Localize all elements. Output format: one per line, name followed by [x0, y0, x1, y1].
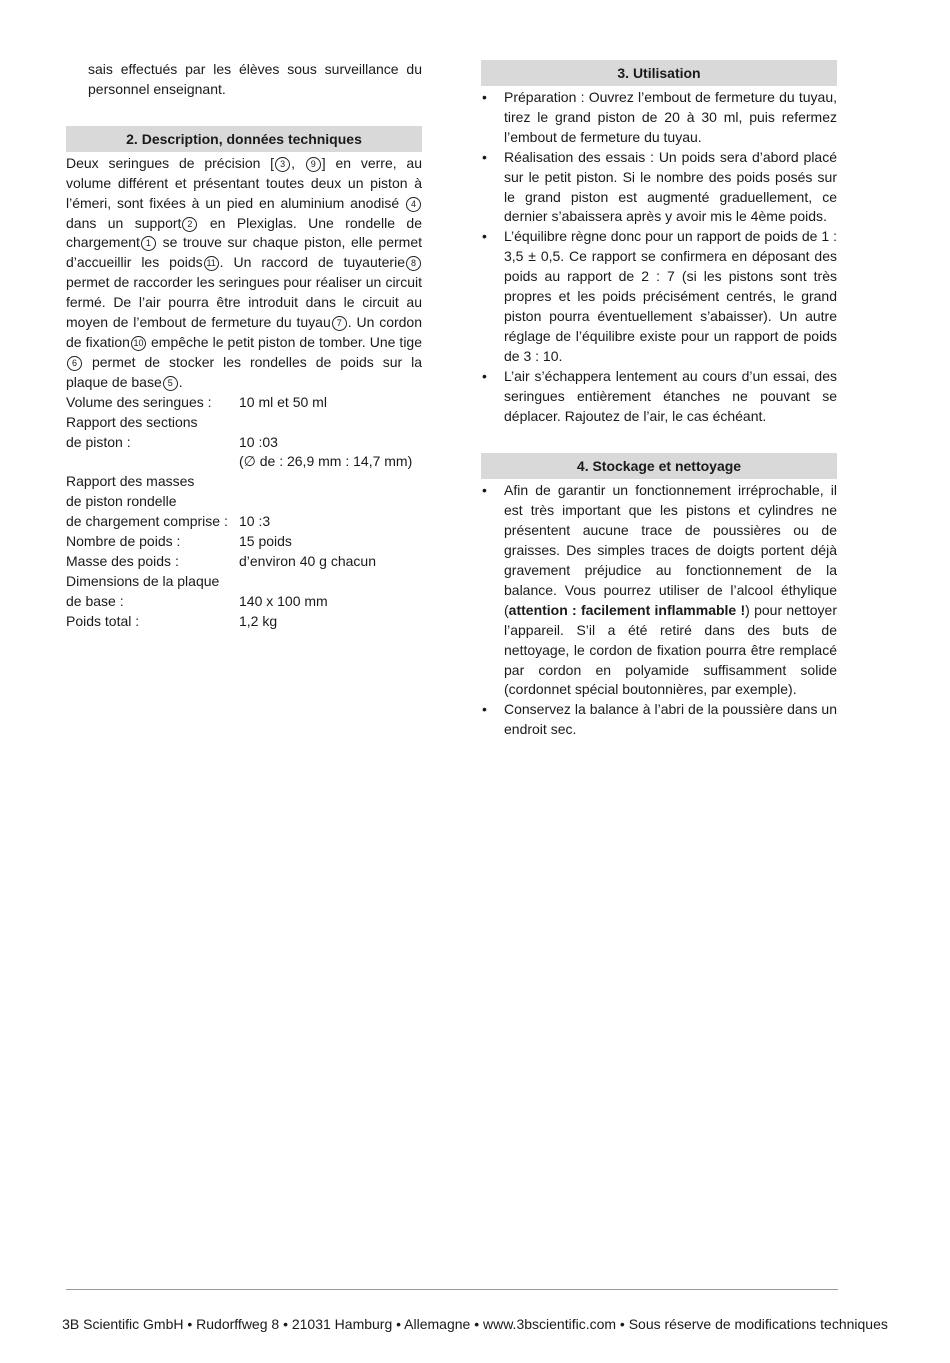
warning-text: attention : facilement inflammable ! — [508, 601, 746, 618]
ref-number-10: 10 — [131, 336, 146, 351]
list-item-text: Réalisation des essais : Un poids sera d’abord placé sur le petit piston. Si le nombre des poids posés sur le grand piston est augmenté graduellement, ce dernier s’abaissera après y avoir mis le 4ème poids. — [504, 148, 837, 225]
section-3-heading: 3. Utilisation — [481, 60, 837, 86]
description-paragraph: Deux seringues de précision [ 3 , 9 ] en verre, au volume différent et présentant toutes deux un piston à l’émeri, sont fixées à un pied en aluminium anodisé 4 dans un support 2 en Plexiglas. Une rondelle de chargement 1 se trouve sur chaque piston, elle permet d’accueillir les poids 11 . Un raccord de tuyauterie 8 permet de raccorder les seringues pour réaliser un circuit fermé. De l’air pourra être introduit dans le circuit au moyen de l’embout de fermeture du tuyau 7 . Un cordon de fixation 10 empêche le petit piston de tomber. Une tige6 permet de stocker les rondelles de poids sur la plaque de base 5 . — [66, 154, 423, 390]
spec-value: 10 :3 — [239, 513, 271, 530]
list-item — [481, 88, 837, 148]
spec-value: 140 x 100 mm — [239, 592, 328, 609]
spec-table — [66, 393, 422, 632]
ref-number-8: 8 — [406, 256, 421, 271]
bullet-icon: • — [482, 367, 487, 384]
spec-value: (∅ de : 26,9 mm : 14,7 mm) — [239, 453, 413, 470]
spec-row — [66, 472, 422, 492]
spec-row — [66, 492, 422, 512]
left-column — [66, 60, 422, 632]
list-item-text: L’air s’échappera lentement au cours d’un essai, des seringues entièrement étanches ne pouvant se déplacer. Rajoutez de l’air, le cas échéant. — [504, 367, 837, 424]
spec-label: Masse des poids : — [66, 552, 179, 569]
ref-number-5: 5 — [163, 376, 178, 391]
spec-label: Volume des seringues : — [66, 393, 212, 410]
ref-number-3: 3 — [275, 157, 290, 172]
section-4-heading: 4. Stockage et nettoyage — [481, 453, 837, 479]
spec-row — [66, 393, 422, 413]
spec-value — [239, 472, 422, 492]
right-column — [481, 60, 837, 740]
spec-value: 10 :03 — [239, 433, 278, 450]
spec-row — [66, 452, 422, 472]
spec-label — [66, 452, 239, 472]
spec-value: 15 poids — [239, 533, 292, 550]
ref-number-11: 11 — [204, 256, 219, 271]
spec-row — [66, 512, 422, 532]
bullet-icon: • — [482, 89, 487, 105]
ref-number-1: 1 — [141, 236, 156, 251]
list-item — [481, 700, 837, 740]
page-footer: 3B Scientific GmbH • Rudorffweg 8 • 21031 Hamburg • Allemagne • www.3bscientific.com • Sous réserve de modifications techniques — [62, 1316, 888, 1332]
spec-row — [66, 532, 422, 552]
list-item — [481, 481, 837, 700]
footer-divider — [66, 1289, 838, 1290]
spec-value: d’environ 40 g chacun — [239, 552, 376, 569]
list-item-text: Conservez la balance à l’abri de la poussière dans un endroit sec. — [504, 701, 837, 738]
spec-row — [66, 592, 422, 612]
spec-value — [239, 492, 422, 512]
spec-label: de piston : — [66, 433, 131, 450]
intro-text: sais effectués par les élèves sous surveillance du personnel enseignant. — [88, 61, 422, 97]
spec-value: 1,2 kg — [239, 612, 278, 629]
spec-label: Nombre de poids : — [66, 533, 181, 550]
section-2-heading: 2. Description, données techniques — [66, 126, 422, 152]
bullet-icon: • — [482, 148, 487, 165]
spec-label: Poids total : — [66, 612, 140, 629]
ref-number-9: 9 — [306, 157, 321, 172]
spec-label: de piston rondelle — [66, 493, 177, 510]
spec-value: 10 ml et 50 ml — [239, 393, 327, 410]
spec-value — [239, 413, 422, 433]
list-item — [481, 227, 837, 366]
bullet-icon: • — [482, 228, 487, 245]
spec-value — [239, 572, 422, 592]
list-item-text: L’équilibre règne donc pour un rapport de poids de 1 : 3,5 ± 0,5. Ce rapport se confirmera en déposant des poids au rapport de 2 : 7 (si les pistons sont très propres et les poids précisément centrés, le grand piston pourra éventuellement s’abaisser). Un autre réglage de l’équilibre existe pour un rapport de poids de 3 : 10. — [504, 228, 837, 364]
spec-label: de chargement comprise : — [66, 513, 228, 530]
list-item-text: Préparation : Ouvrez l’embout de fermeture du tuyau, tirez le grand piston de 20 à 30 ml, puis refermez l’embout de fermeture du tuyau. — [504, 89, 837, 145]
spec-row — [66, 413, 422, 433]
spec-row — [66, 572, 422, 592]
ref-number-7: 7 — [332, 316, 347, 331]
list-item — [481, 367, 837, 427]
ref-number-4: 4 — [406, 197, 421, 212]
ref-number-6: 6 — [67, 356, 82, 371]
spec-row — [66, 612, 422, 632]
spec-label: de base : — [66, 592, 124, 609]
spec-label: Rapport des masses — [66, 473, 195, 490]
spec-row — [66, 433, 422, 453]
spec-row — [66, 552, 422, 572]
list-item-text: Afin de garantir un fonctionnement irréprochable, il est très important que les pistons et cylindres ne présentent aucune trace de poussières ou de graisses. Des simples traces de doigts portent déjà gravement préjudice au fonctionnement de la balance. Vous pourrez utiliser de l’alcool éthylique (attention : facilement inflammable !) pour nettoyer l’appareil. S’il a été retiré dans des buts de nettoyage, le cordon de fixation pourra être remplacé par cordon en polyamide suffisamment solide (cordonnet spécial boutonnières, par exemple). — [504, 482, 837, 698]
bullet-icon: • — [482, 701, 487, 718]
spec-label: Dimensions de la plaque — [66, 572, 220, 589]
spec-label: Rapport des sections — [66, 413, 198, 430]
ref-number-2: 2 — [182, 217, 197, 232]
bullet-icon: • — [482, 482, 487, 499]
list-item — [481, 148, 837, 228]
